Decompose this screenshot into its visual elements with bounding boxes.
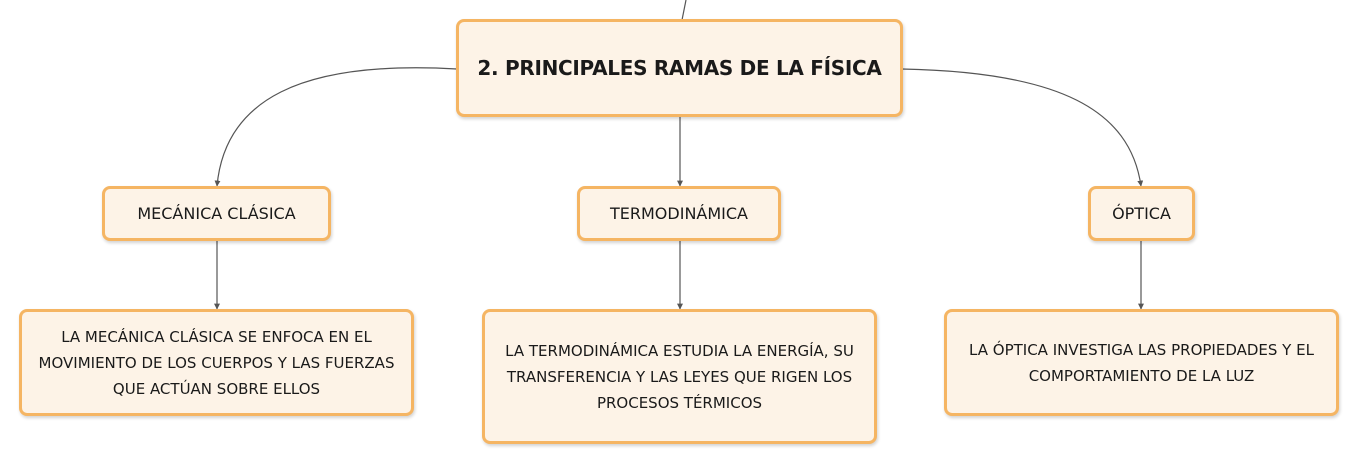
connector-root-optica [902, 69, 1141, 186]
detail-text: LA ÓPTICA INVESTIGA LAS PROPIEDADES Y EL COMPORTAMIENTO DE LA LUZ [969, 340, 1314, 385]
detail-text: LA TERMODINÁMICA ESTUDIA LA ENERGÍA, SU TRANSFERENCIA Y LAS LEYES QUE RIGEN LOS PROCESOS TÉRMICOS [505, 341, 854, 412]
detail-termodinamica[interactable] [482, 309, 877, 444]
branch-optica[interactable] [1088, 186, 1195, 241]
branch-label: TERMODINÁMICA [610, 204, 748, 223]
detail-mecanica-clasica[interactable] [19, 309, 414, 416]
branch-mecanica-clasica[interactable] [102, 186, 331, 241]
incoming-connector [682, 0, 686, 20]
branch-label: MECÁNICA CLÁSICA [137, 204, 296, 223]
branch-termodinamica[interactable] [577, 186, 781, 241]
branch-label: ÓPTICA [1112, 204, 1171, 223]
detail-optica[interactable] [944, 309, 1339, 416]
detail-text: LA MECÁNICA CLÁSICA SE ENFOCA EN EL MOVIMIENTO DE LOS CUERPOS Y LAS FUERZAS QUE ACTÚAN SOBRE ELLOS [38, 327, 395, 398]
root-label: 2. PRINCIPALES RAMAS DE LA FÍSICA [477, 56, 882, 80]
root-node[interactable] [456, 19, 903, 117]
connector-root-mecanica [217, 68, 457, 186]
